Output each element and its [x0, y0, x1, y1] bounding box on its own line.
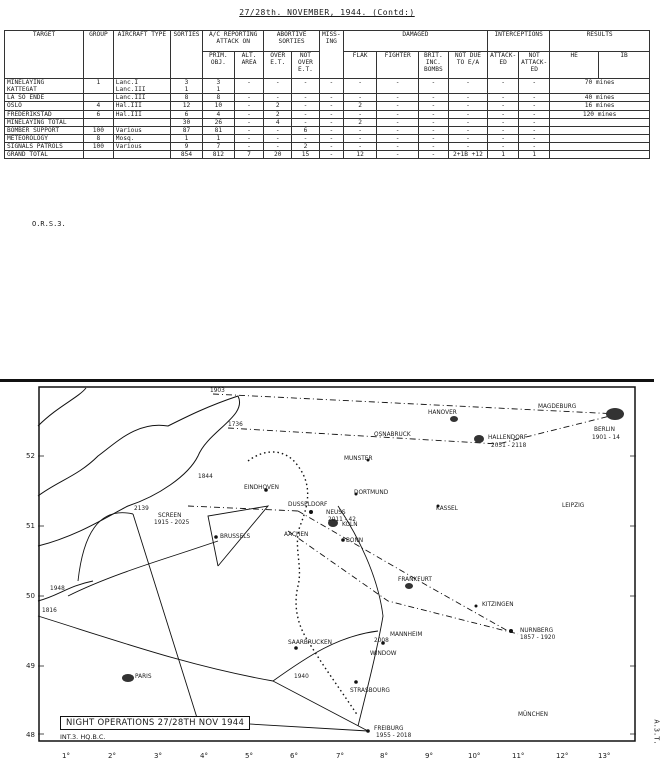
- lon-label-11: 11°: [512, 752, 525, 760]
- cell-sorties: [171, 94, 203, 102]
- col-not-due-ea: NOT DUE TO E/A: [448, 52, 487, 79]
- cell-sorties: [171, 126, 203, 134]
- cell-not-due: -: [448, 79, 487, 94]
- cell-flak: -: [343, 134, 377, 142]
- cell-line: 3: [216, 79, 221, 86]
- cell-line: Various: [115, 143, 142, 150]
- col-abortive: ABORTIVE SORTIES: [264, 31, 319, 52]
- cell-line: 3: [184, 79, 189, 86]
- col-prim-obj: PRIM. OBJ.: [202, 52, 234, 79]
- cell-not-over-et: 6: [292, 126, 320, 134]
- cell-not-due: -: [448, 143, 487, 151]
- label-berlin: BERLIN: [594, 427, 615, 433]
- cell-prim: [202, 110, 234, 118]
- cell-results: [550, 151, 650, 159]
- cell-group: 6: [84, 110, 114, 118]
- cell-not-due: -: [448, 110, 487, 118]
- cell-type: [113, 94, 170, 102]
- cell-sorties: [171, 102, 203, 110]
- time-1948: 1948: [50, 586, 65, 592]
- cell-sorties: [171, 118, 203, 126]
- col-ac-reporting: A/C REPORTING ATTACK ON: [202, 31, 263, 52]
- cell-target: [5, 118, 84, 126]
- col-flak: FLAK: [343, 52, 377, 79]
- cell-line: METEOROLOGY: [7, 134, 48, 142]
- table-row: [5, 126, 650, 134]
- label-freiburg-time: 1955 - 2018: [376, 733, 412, 739]
- label-neuss: NEUSS: [326, 510, 346, 516]
- lon-label-9: 9°: [425, 752, 433, 760]
- label-bonn: BONN: [346, 538, 364, 544]
- cell-type: [113, 79, 170, 94]
- cell-not-over-et: -: [292, 134, 320, 142]
- cell-type: [113, 118, 170, 126]
- cell-line: BOMBER SUPPORT: [7, 126, 60, 134]
- cell-line: SIGNALS PATROLS: [7, 143, 63, 150]
- lon-label-6: 6°: [290, 752, 298, 760]
- cell-line: MINELAYING: [7, 79, 45, 86]
- label-mannheim: MANNHEIM: [390, 632, 423, 638]
- cell-prim: [202, 126, 234, 134]
- cell-prim: [202, 118, 234, 126]
- cell-brit: -: [418, 151, 448, 159]
- label-munster: MUNSTER: [344, 456, 373, 462]
- cell-flak: 2: [343, 102, 377, 110]
- table-row: [5, 79, 650, 94]
- label-eindhoven: EINDHOVEN: [244, 485, 279, 491]
- label-nurnberg-time: 1857 - 1920: [520, 635, 556, 641]
- cell-alt: -: [234, 126, 264, 134]
- cell-not-att: -: [519, 110, 550, 118]
- cell-type: [113, 134, 170, 142]
- col-he: HE: [550, 52, 599, 79]
- cell-att: -: [488, 94, 519, 102]
- page-heading: 27/28th. NOVEMBER, 1944. (Contd:): [239, 8, 415, 17]
- label-screen: SCREEN: [158, 513, 182, 519]
- cell-not-over-et: 2: [292, 143, 320, 151]
- cell-missing: -: [319, 118, 343, 126]
- cell-brit: -: [418, 118, 448, 126]
- map-subtitle: INT.3. HQ.B.C.: [60, 733, 106, 741]
- label-aachen: AACHEN: [284, 532, 309, 538]
- cell-line: 8: [216, 94, 221, 102]
- label-berlin-time: 1901 - 14: [592, 435, 620, 441]
- cell-missing: -: [319, 79, 343, 94]
- cell-results: [550, 134, 650, 142]
- cell-not-att: -: [519, 143, 550, 151]
- cell-fighter: -: [377, 143, 419, 151]
- label-magdeburg: MAGDEBURG: [538, 404, 577, 410]
- cell-alt: -: [234, 102, 264, 110]
- table-row: [5, 110, 650, 118]
- label-hallendorf-time: 2051 - 2118: [491, 443, 527, 449]
- cell-flak: -: [343, 110, 377, 118]
- cell-over-et: 2: [264, 102, 292, 110]
- col-attacked: ATTACK-ED: [488, 52, 519, 79]
- cell-brit: -: [418, 110, 448, 118]
- label-screen-time: 1915 - 2025: [154, 520, 190, 526]
- label-kassel: KASSEL: [436, 506, 458, 512]
- cell-line: 30: [182, 118, 191, 126]
- col-aircraft-type: AIRCRAFT TYPE: [113, 31, 170, 79]
- col-alt-area: ALT. AREA: [234, 52, 264, 79]
- cell-type: [113, 143, 170, 151]
- cell-sorties: [171, 79, 203, 94]
- label-saarbrucken: SAARBRUCKEN: [288, 640, 333, 646]
- cell-over-et: -: [264, 134, 292, 142]
- label-osnabruck: OSNABRUCK: [374, 432, 411, 438]
- cell-not-att: -: [519, 118, 550, 126]
- cell-not-att: -: [519, 79, 550, 94]
- cell-type: [113, 126, 170, 134]
- cell-line: GRAND TOTAL: [7, 151, 48, 159]
- cell-results: 40 mines: [550, 94, 650, 102]
- cell-not-due: 2+1B +12: [448, 151, 487, 159]
- cell-att: -: [488, 79, 519, 94]
- col-brit-inc-bombs: BRIT. INC. BOMBS: [418, 52, 448, 79]
- cell-att: -: [488, 126, 519, 134]
- map-title: NIGHT OPERATIONS 27/28TH NOV 1944: [60, 716, 250, 730]
- cell-alt: -: [234, 110, 264, 118]
- label-window: WINDOW: [370, 651, 397, 657]
- cell-line: LA SO ENDE: [7, 94, 45, 102]
- cell-alt: -: [234, 118, 264, 126]
- cell-sorties: [171, 143, 203, 151]
- cell-over-et: -: [264, 79, 292, 94]
- col-not-attacked: NOT ATTACK-ED: [519, 52, 550, 79]
- lon-label-10: 10°: [468, 752, 481, 760]
- cell-fighter: -: [377, 102, 419, 110]
- cell-alt: -: [234, 94, 264, 102]
- cell-line: 1: [216, 134, 221, 142]
- time-1940: 1940: [294, 674, 309, 680]
- cell-results: [550, 143, 650, 151]
- cell-target: [5, 94, 84, 102]
- cell-line: 10: [214, 102, 223, 110]
- label-neuss-time: 2011 - 42: [328, 517, 356, 523]
- cell-line: Lanc.III: [115, 86, 146, 94]
- cell-over-et: -: [264, 126, 292, 134]
- cell-not-att: -: [519, 94, 550, 102]
- cell-line: 1: [216, 86, 221, 94]
- cell-missing: -: [319, 102, 343, 110]
- cell-line: Lanc.III: [115, 94, 146, 102]
- cell-type: [113, 151, 170, 159]
- lon-label-8: 8°: [380, 752, 388, 760]
- side-mark: A.3.T.: [652, 719, 661, 745]
- col-damaged: DAMAGED: [343, 31, 487, 52]
- cell-alt: 7: [234, 151, 264, 159]
- cell-flak: -: [343, 143, 377, 151]
- table-row: [5, 102, 650, 110]
- cell-over-et: -: [264, 143, 292, 151]
- lon-label-3: 3°: [154, 752, 162, 760]
- cell-over-et: 4: [264, 118, 292, 126]
- map-drawing: [38, 386, 636, 742]
- lat-label-51: 51: [26, 522, 35, 530]
- cell-over-et: 2: [264, 110, 292, 118]
- cell-line: 7: [216, 143, 221, 150]
- cell-group: 4: [84, 102, 114, 110]
- label-freiburg: FREIBURG: [374, 726, 404, 732]
- night-operations-map: [38, 386, 636, 742]
- cell-group: 100: [84, 143, 114, 151]
- cell-line: 87: [182, 126, 191, 134]
- cell-flak: 2: [343, 118, 377, 126]
- table-row: [5, 134, 650, 142]
- lon-label-5: 5°: [245, 752, 253, 760]
- cell-fighter: -: [377, 118, 419, 126]
- cell-sorties: [171, 134, 203, 142]
- cell-results: [550, 126, 650, 134]
- cell-line: MINELAYING TOTAL: [7, 118, 67, 126]
- cell-alt: -: [234, 134, 264, 142]
- col-interceptions: INTERCEPTIONS: [488, 31, 550, 52]
- cell-line: Hal.III: [115, 110, 142, 118]
- cell-line: KATTEGAT: [7, 86, 37, 94]
- lon-label-2: 2°: [108, 752, 116, 760]
- label-paris: PARIS: [135, 674, 152, 680]
- cell-group: [84, 94, 114, 102]
- cell-not-over-et: -: [292, 94, 320, 102]
- cell-line: 9: [184, 143, 189, 150]
- cell-results: 120 mines: [550, 110, 650, 118]
- label-strasbourg: STRASBOURG: [350, 688, 390, 694]
- table-body: [5, 79, 650, 159]
- cell-line: 1: [184, 86, 189, 94]
- cell-brit: -: [418, 134, 448, 142]
- cell-target: [5, 143, 84, 151]
- col-ib: IB: [599, 52, 650, 79]
- cell-line: 12: [182, 102, 191, 110]
- cell-line: 26: [214, 118, 223, 126]
- cell-missing: -: [319, 143, 343, 151]
- lat-label-50: 50: [26, 592, 35, 600]
- cell-line: Lanc.I: [115, 79, 139, 86]
- cell-not-att: -: [519, 134, 550, 142]
- operations-table: [4, 30, 650, 159]
- cell-fighter: -: [377, 151, 419, 159]
- cell-att: -: [488, 102, 519, 110]
- cell-sorties: [171, 110, 203, 118]
- cell-not-due: -: [448, 126, 487, 134]
- cell-type: [113, 110, 170, 118]
- cell-not-att: -: [519, 126, 550, 134]
- time-1844: 1844: [198, 474, 213, 480]
- label-brussels: BRUSSELS: [220, 534, 251, 540]
- cell-brit: -: [418, 79, 448, 94]
- cell-target: [5, 151, 84, 159]
- cell-type: [113, 102, 170, 110]
- cell-line: 8: [184, 94, 189, 102]
- label-kitzingen: KITZINGEN: [482, 602, 514, 608]
- lon-label-7: 7°: [336, 752, 344, 760]
- lat-label-52: 52: [26, 452, 35, 460]
- cell-brit: -: [418, 143, 448, 151]
- label-munchen: MÜNCHEN: [518, 712, 548, 718]
- cell-missing: -: [319, 110, 343, 118]
- col-group: GROUP: [84, 31, 114, 79]
- cell-fighter: -: [377, 110, 419, 118]
- cell-over-et: -: [264, 94, 292, 102]
- cell-brit: -: [418, 126, 448, 134]
- cell-flak: -: [343, 126, 377, 134]
- cell-line: 1: [184, 134, 189, 142]
- cell-prim: [202, 143, 234, 151]
- cell-flak: -: [343, 79, 377, 94]
- lon-label-4: 4°: [200, 752, 208, 760]
- cell-missing: -: [319, 151, 343, 159]
- table-row: [5, 94, 650, 102]
- label-leipzig: LEIPZIG: [562, 503, 585, 509]
- cell-not-due: -: [448, 94, 487, 102]
- cell-att: -: [488, 118, 519, 126]
- cell-fighter: -: [377, 126, 419, 134]
- cell-att: 1: [488, 151, 519, 159]
- cell-prim: [202, 102, 234, 110]
- cell-att: -: [488, 134, 519, 142]
- col-fighter: FIGHTER: [377, 52, 419, 79]
- cell-group: [84, 151, 114, 159]
- cell-att: -: [488, 143, 519, 151]
- cell-prim: [202, 79, 234, 94]
- cell-fighter: -: [377, 134, 419, 142]
- cell-not-att: 1: [519, 151, 550, 159]
- col-sorties: SORTIES: [171, 31, 203, 79]
- cell-not-over-et: -: [292, 102, 320, 110]
- cell-target: [5, 102, 84, 110]
- label-frankfurt: FRANKFURT: [398, 577, 432, 583]
- label-hallendorf: HALLENDORF: [488, 435, 528, 441]
- map-title-box: [60, 716, 250, 741]
- cell-line: 81: [214, 126, 223, 134]
- lat-label-49: 49: [26, 662, 35, 670]
- cell-line: Hal.III: [115, 102, 142, 110]
- cell-missing: -: [319, 94, 343, 102]
- table-row: [5, 143, 650, 151]
- lon-label-12: 12°: [556, 752, 569, 760]
- section-divider: [0, 379, 654, 382]
- cell-line: Various: [115, 126, 142, 134]
- cell-not-due: -: [448, 134, 487, 142]
- cell-group: 1: [84, 79, 114, 94]
- col-not-over-et: NOT OVER E.T.: [292, 52, 320, 79]
- cell-fighter: -: [377, 94, 419, 102]
- cell-prim: [202, 151, 234, 159]
- cell-flak: 12: [343, 151, 377, 159]
- cell-target: [5, 134, 84, 142]
- cell-line: OSLO: [7, 102, 22, 110]
- cell-not-over-et: -: [292, 118, 320, 126]
- lat-label-48: 48: [26, 731, 35, 739]
- ors-label: O.R.S.3.: [32, 220, 66, 228]
- col-results: RESULTS: [550, 31, 650, 52]
- cell-line: 812: [212, 151, 224, 159]
- cell-line: FREDERIKSTAD: [7, 110, 52, 118]
- cell-target: [5, 79, 84, 94]
- cell-line: 6: [184, 110, 189, 118]
- cell-line: 4: [216, 110, 221, 118]
- table-row: [5, 118, 650, 126]
- label-dusseldorf: DUSSELDORF: [288, 502, 328, 508]
- cell-brit: -: [418, 94, 448, 102]
- cell-sorties: [171, 151, 203, 159]
- time-1903: 1903: [210, 388, 225, 394]
- cell-group: 100: [84, 126, 114, 134]
- cell-missing: -: [319, 134, 343, 142]
- time-1736: 1736: [228, 422, 243, 428]
- label-nurnberg: NURNBERG: [520, 628, 554, 634]
- col-missing: MISS-ING: [319, 31, 343, 79]
- cell-fighter: -: [377, 79, 419, 94]
- cell-line: 854: [180, 151, 193, 159]
- cell-results: 70 mines: [550, 79, 650, 94]
- table-row: [5, 151, 650, 159]
- cell-flak: -: [343, 94, 377, 102]
- cell-not-att: -: [519, 102, 550, 110]
- cell-alt: -: [234, 79, 264, 94]
- cell-alt: -: [234, 143, 264, 151]
- label-dortmund: DORTMUND: [354, 490, 389, 496]
- time-2008: 2008: [374, 638, 389, 644]
- cell-not-over-et: -: [292, 79, 320, 94]
- cell-missing: -: [319, 126, 343, 134]
- cell-not-due: -: [448, 118, 487, 126]
- label-koln: KOLN: [342, 522, 358, 528]
- cell-not-over-et: 15: [292, 151, 320, 159]
- cell-target: [5, 110, 84, 118]
- cell-over-et: 20: [264, 151, 292, 159]
- cell-prim: [202, 134, 234, 142]
- cell-att: -: [488, 110, 519, 118]
- cell-results: [550, 118, 650, 126]
- lon-label-13: 13°: [598, 752, 611, 760]
- col-target: TARGET: [5, 31, 84, 79]
- cell-group: 8: [84, 134, 114, 142]
- cell-line: Mosq.: [115, 134, 135, 142]
- label-hanover: HANOVER: [428, 410, 457, 416]
- cell-brit: -: [418, 102, 448, 110]
- cell-not-over-et: -: [292, 110, 320, 118]
- col-over-et: OVER E.T.: [264, 52, 292, 79]
- cell-target: [5, 126, 84, 134]
- cell-not-due: -: [448, 102, 487, 110]
- cell-prim: [202, 94, 234, 102]
- lon-label-1: 1°: [62, 752, 70, 760]
- cell-results: 16 mines: [550, 102, 650, 110]
- cell-group: [84, 118, 114, 126]
- time-2139: 2139: [134, 506, 149, 512]
- time-1816: 1816: [42, 608, 57, 614]
